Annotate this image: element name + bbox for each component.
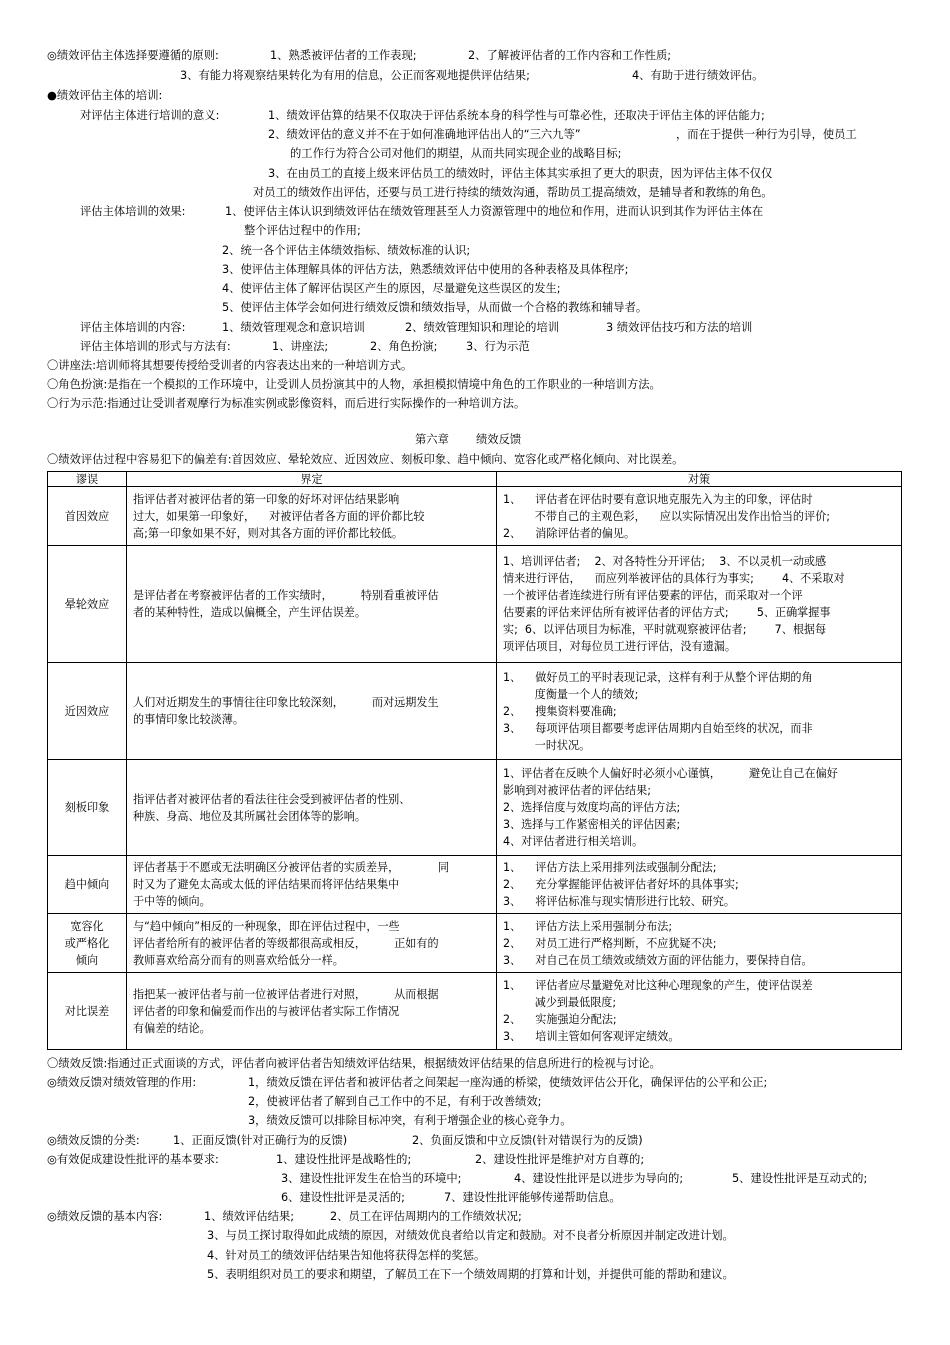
- table-row: [48, 973, 902, 1050]
- content-item: 3 绩效评估技巧和方法的培训: [606, 321, 753, 334]
- fallacy-measures: 1、 评估方法上采用排列法或强制分配法; 2、 充分掌握能评估被评估者好坏的具体事实; 3、 将评估标准与现实情形进行比较、研究。: [497, 856, 902, 914]
- content-label: 评估主体培训的内容:: [80, 321, 186, 334]
- fallacy-definition: 指评估者对被评估者的看法往往会受到被评估者的性别、 种族、身高、地位及其所属社会团体等的影响。: [127, 760, 497, 856]
- feedback-content-item: 3、与员工探讨取得如此成绩的原因，对绩效优良者给以肯定和鼓励。对不良者分析原因并制定改进计划。: [207, 1229, 734, 1242]
- principle-item: 1、熟悉被评估者的工作表现;: [270, 49, 417, 62]
- fallacy-name: 刻板印象: [48, 760, 127, 856]
- effect-line: 整个评估过程中的作用;: [244, 224, 361, 237]
- fallacy-definition: 是评估者在考察被评估者的工作实绩时， 特别看重被评估 者的某种特性，造成以偏概全，产生评估误差。: [127, 546, 497, 663]
- fallacy-measures: 1、培训评估者; 2、对各特性分开评估; 3、不以灵机一动或感 情来进行评估， 而应列举被评估的具体行为事实; 4、不采取对 一个被评估者连续进行所有评估要素的评估，而采取对一个评 估要素的评估来评估所有被评估者的评估方式; 5、正确掌握事 实; 6、以评估项目为标准，平时就观察被评估者; 7、根据每 项评估项目，对每位员工进行评估，没有遗漏。: [497, 546, 902, 663]
- significance-line: 2、绩效评估的意义并不在于如何准确地评估出人的“三六九等”: [268, 128, 581, 141]
- effect-line: 1、使评估主体认识到绩效评估在绩效管理甚至人力资源管理中的地位和作用，进而认识到其作为评估主体在: [225, 205, 764, 218]
- roleplay-def: 〇角色扮演:是指在一个模拟的工作环境中，让受训人员扮演其中的人物，承担模拟情境中角色的工作职业的一种培训方法。: [47, 378, 661, 391]
- table-row: [48, 856, 902, 914]
- fallacy-measures: 1、 做好员工的平时表现记录，这样有利于从整个评估期的角 度衡量一个人的绩效; 2、 搜集资料要准确; 3、 每项评估项目都要考虑评估周期内自始至终的状况，而非 一时状况。: [497, 663, 902, 760]
- feedback-def: 〇绩效反馈:指通过正式面谈的方式，评估者向被评估者告知绩效评估结果，根据绩效评估结果的信息所进行的检视与讨论。: [47, 1057, 661, 1070]
- significance-line: 的工作行为符合公司对他们的期望，从而共同实现企业的战略目标;: [290, 147, 622, 160]
- criticism-item: 1、建设性批评是战略性的;: [276, 1153, 412, 1166]
- form-label: 评估主体培训的形式与方法有:: [80, 340, 231, 353]
- feedback-content-item: 2、员工在评估周期内的工作绩效状况;: [330, 1210, 522, 1223]
- feedback-type-item: 2、负面反馈和中立反馈(针对错误行为的反馈): [412, 1134, 643, 1147]
- form-item: 1、讲座法;: [272, 340, 329, 353]
- feedback-types-label: ◎绩效反馈的分类:: [47, 1134, 140, 1147]
- feedback-role-item: 3，绩效反馈可以排除目标冲突，有利于增强企业的核心竞争力。: [248, 1114, 572, 1127]
- biases-intro: 〇绩效评估过程中容易犯下的偏差有:首因效应、晕轮效应、近因效应、刻板印象、趋中倾向、宽容化或严格化倾向、对比误差。: [47, 453, 684, 466]
- feedback-role-label: ◎绩效反馈对绩效管理的作用:: [47, 1076, 197, 1089]
- fallacy-name: 宽容化 或严格化 倾向: [48, 914, 127, 973]
- criticism-item: 7、建设性批评能够传递帮助信息。: [444, 1191, 621, 1204]
- fallacy-definition: 人们对近期发生的事情往往印象比较深刻， 而对远期发生 的事情印象比较淡薄。: [127, 663, 497, 760]
- feedback-role-item: 2，使被评估者了解到自己工作中的不足，有利于改善绩效;: [248, 1095, 542, 1108]
- fallacy-name: 近因效应: [48, 663, 127, 760]
- form-item: 3、行为示范: [466, 340, 530, 353]
- principle-item: 3、有能力将观察结果转化为有用的信息，公正而客观地提供评估结果;: [180, 69, 530, 82]
- feedback-role-item: 1，绩效反馈在评估者和被评估者之间架起一座沟通的桥梁，使绩效评估公开化，确保评估的公平和公正;: [248, 1076, 768, 1089]
- feedback-content-item: 1、绩效评估结果;: [204, 1210, 295, 1223]
- significance-label: 对评估主体进行培训的意义:: [80, 109, 220, 122]
- fallacy-definition: 指评估者对被评估者的第一印象的好坏对评估结果影响 过大，如果第一印象好， 对被评估者各方面的评价都比较 高;第一印象如果不好，则对其各方面的评价都比较低。: [127, 487, 497, 546]
- feedback-content-item: 4、针对员工的绩效评估结果告知他将获得怎样的奖惩。: [207, 1249, 486, 1262]
- criticism-item: 5、建设性批评是互动式的;: [732, 1172, 868, 1185]
- significance-line: 对员工的绩效作出评估，还要与员工进行持续的绩效沟通，帮助员工提高绩效，是辅导者和教练的角色。: [253, 186, 773, 199]
- modeling-def: 〇行为示范:指通过让受训者观摩行为标准实例或影像资料，而后进行实际操作的一种培训方法。: [47, 397, 526, 410]
- feedback-content-label: ◎绩效反馈的基本内容:: [47, 1210, 163, 1223]
- header-measures: 对策: [497, 472, 902, 487]
- principles-title: ◎绩效评估主体选择要遵循的原则:: [47, 49, 219, 62]
- fallacy-measures: 1、评估者在反映个人偏好时必须小心谨慎， 避免让自己在偏好 影响到对被评估者的评估结果; 2、选择信度与效度均高的评估方法; 3、选择与工作紧密相关的评估因素; 4、对评估者进行相关培训。: [497, 760, 902, 856]
- feedback-content-item: 5、表明组织对员工的要求和期望，了解员工在下一个绩效周期的打算和计划，并提供可能的帮助和建议。: [207, 1268, 734, 1281]
- criticism-label: ◎有效促成建设性批评的基本要求:: [47, 1153, 219, 1166]
- effect-line: 4、使评估主体了解评估误区产生的原因，尽量避免这些误区的发生;: [222, 282, 561, 295]
- table-row: [48, 546, 902, 663]
- training-heading: ●绩效评估主体的培训:: [47, 89, 163, 102]
- table-row: [48, 487, 902, 546]
- criticism-item: 3、建设性批评发生在恰当的环境中;: [281, 1172, 462, 1185]
- principle-item: 2、了解被评估者的工作内容和工作性质;: [468, 49, 672, 62]
- effect-line: 3、使评估主体理解具体的评估方法，熟悉绩效评估中使用的各种表格及具体程序;: [222, 263, 629, 276]
- effect-line: 5、使评估主体学会如何进行绩效反馈和绩效指导，从而做一个合格的教练和辅导者。: [222, 301, 648, 314]
- criticism-item: 2、建设性批评是维护对方自尊的;: [475, 1153, 645, 1166]
- chapter-number: 第六章: [415, 433, 449, 446]
- table-header-row: [48, 472, 902, 487]
- fallacy-measures: 1、 评估方法上采用强制分布法; 2、 对员工进行严格判断，不应犹疑不决; 3、 对自己在员工绩效或绩效方面的评估能力，要保持自信。: [497, 914, 902, 973]
- fallacy-definition: 指把某一被评估者与前一位被评估者进行对照， 从而根据 评估者的印象和偏爱而作出的与被评估者实际工作情况 有偏差的结论。: [127, 973, 497, 1050]
- chapter-title: 绩效反馈: [476, 433, 522, 446]
- fallacy-definition: 与“趋中倾向”相反的一种现象，即在评估过程中，一些 评估者给所有的被评估者的等级都很高或相反， 正如有的 教师喜欢给高分而有的则喜欢给低分一样。: [127, 914, 497, 973]
- table-row: [48, 663, 902, 760]
- effect-line: 2、统一各个评估主体绩效指标、绩效标准的认识;: [222, 244, 471, 257]
- significance-line: 1、绩效评估算的结果不仅取决于评估系统本身的科学性与可靠必性，还取决于评估主体的评估能力;: [268, 109, 765, 122]
- significance-line: ，而在于提供一种行为引导，使员工: [676, 128, 857, 141]
- criticism-item: 6、建设性批评是灵活的;: [281, 1191, 405, 1204]
- header-definition: 界定: [127, 472, 497, 487]
- significance-line: 3、在由员工的直接上级来评估员工的绩效时，评估主体其实承担了更大的职责，因为评估主体不仅仅: [268, 167, 773, 180]
- fallacy-measures: 1、 评估者在评估时要有意识地克服先入为主的印象，评估时 不带自己的主观色彩， 应以实际情况出发作出恰当的评价; 2、 消除评估者的偏见。: [497, 487, 902, 546]
- principle-item: 4、有助于进行绩效评估。: [632, 69, 764, 82]
- criticism-item: 4、建设性批评是以进步为导向的;: [514, 1172, 684, 1185]
- fallacy-name: 对比误差: [48, 973, 127, 1050]
- fallacy-definition: 评估者基于不愿或无法明确区分被评估者的实质差异， 同 时又为了避免太高或太低的评估结果而将评估结果集中 于中等的倾向。: [127, 856, 497, 914]
- lecture-def: 〇讲座法:培训师将其想要传授给受训者的内容表达出来的一种培训方式。: [47, 359, 413, 372]
- fallacy-measures: 1、 评估者应尽量避免对比这种心理现象的产生，使评估误差 减少到最低限度; 2、 实施强迫分配法; 3、 培训主管如何客观评定绩效。: [497, 973, 902, 1050]
- table-row: [48, 914, 902, 973]
- effect-label: 评估主体培训的效果:: [80, 205, 186, 218]
- fallacy-name: 晕轮效应: [48, 546, 127, 663]
- fallacy-name: 首因效应: [48, 487, 127, 546]
- bias-table: [47, 471, 902, 1050]
- header-fallacy: 谬误: [48, 472, 127, 487]
- content-item: 1、绩效管理观念和意识培训: [222, 321, 365, 334]
- feedback-type-item: 1、正面反馈(针对正确行为的反馈): [173, 1134, 348, 1147]
- fallacy-name: 趋中倾向: [48, 856, 127, 914]
- table-row: [48, 760, 902, 856]
- content-item: 2、绩效管理知识和理论的培训: [405, 321, 560, 334]
- form-item: 2、角色扮演;: [370, 340, 438, 353]
